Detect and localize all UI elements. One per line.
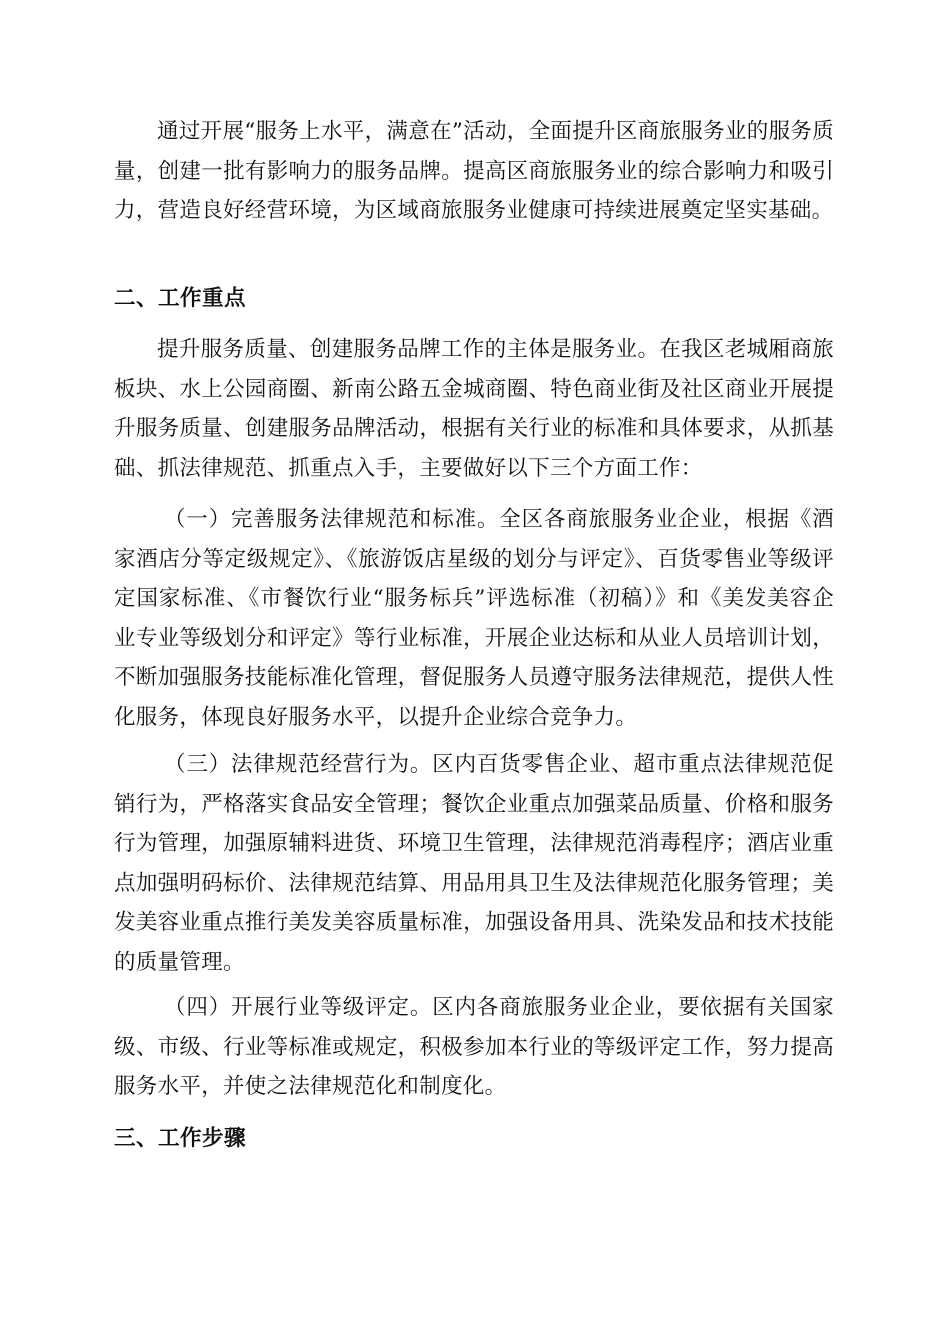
- work-focus-paragraph: 提升服务质量、创建服务品牌工作的主体是服务业。在我区老城厢商旅板块、水上公园商圈、新南公路五金城商圈、特色商业街及社区商业开展提升服务质量、创建服务品牌活动，根据有关行业的标准和具体要求，从抓基础、抓法律规范、抓重点入手，主要做好以下三个方面工作：: [114, 337, 834, 481]
- item-four-paragraph: （四）开展行业等级评定。区内各商旅服务业企业，要依据有关国家级、市级、行业等标准或规定，积极参加本行业的等级评定工作，努力提高服务水平，并使之法律规范化和制度化。: [114, 995, 834, 1099]
- section-heading-work-focus: 二、工作重点: [114, 286, 247, 311]
- section-heading-work-steps: 三、工作步骤: [114, 1126, 247, 1151]
- item-three-paragraph: （三）法律规范经营行为。区内百货零售企业、超市重点法律规范促销行为，严格落实食品安全管理；餐饮企业重点加强菜品质量、价格和服务行为管理，加强原辅料进货、环境卫生管理，法律规范消毒程序；酒店业重点加强明码标价、法律规范结算、用品用具卫生及法律规范化服务管理；美发美容业重点推行美发美容质量标准，加强设备用具、洗染发品和技术技能的质量管理。: [114, 752, 834, 975]
- item-one-paragraph: （一）完善服务法律规范和标准。全区各商旅服务业企业，根据《酒家酒店分等定级规定》、《旅游饭店星级的划分与评定》、百货零售业等级评定国家标准、《市餐饮行业“服务标兵”评选标准（初稿）》和《美发美容企业专业等级划分和评定》等行业标准，开展企业达标和从业人员培训计划，不断加强服务技能标准化管理，督促服务人员遵守服务法律规范，提供人性化服务，体现良好服务水平，以提升企业综合竞争力。: [114, 507, 834, 730]
- intro-paragraph: 通过开展“服务上水平，满意在”活动，全面提升区商旅服务业的服务质量，创建一批有影响力的服务品牌。提高区商旅服务业的综合影响力和吸引力，营造良好经营环境，为区域商旅服务业健康可持续进展奠定坚实基础。: [114, 119, 834, 223]
